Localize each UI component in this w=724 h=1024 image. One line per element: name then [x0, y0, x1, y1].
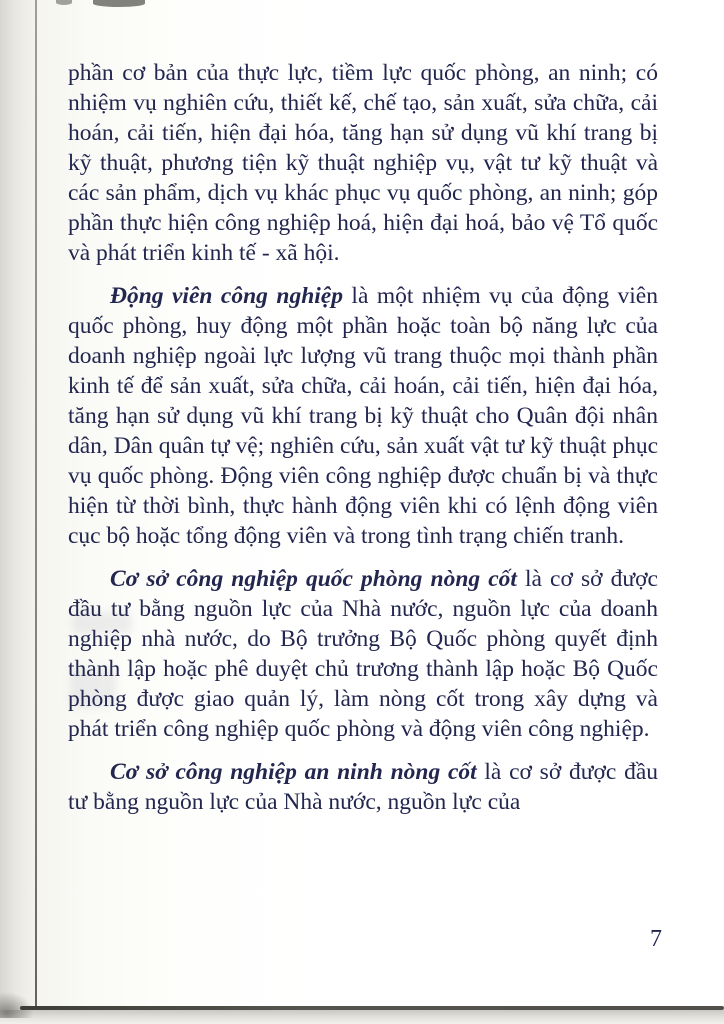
paragraph-dong-vien-cong-nghiep	[68, 281, 658, 551]
paragraph-co-so-cnqp-nong-cot	[68, 564, 658, 744]
body-text: là một nhiệm vụ của động viên quốc phòng, huy động một phần hoặc toàn bộ năng lực của doanh nghiệp ngoài lực lượng vũ trang thuộc mọi thành phần kinh tế để sản xuất, sửa chữa, cải hoán, cải tiến, hiện đại hóa, tăng hạn sử dụng vũ khí trang bị kỹ thuật cho Quân đội nhân dân, Dân quân tự vệ; nghiên cứu, sản xuất vật tư kỹ thuật phục vụ quốc phòng. Động viên công nghiệp được chuẩn bị và thực hiện từ thời bình, thực hành động viên khi có lệnh động viên cục bộ hoặc tổng động viên và trong tình trạng chiến tranh.	[68, 283, 658, 549]
scan-left-edge-shade	[0, 0, 36, 1024]
scan-artifact-smudge	[56, 0, 72, 5]
term-co-so-cong-nghiep-quoc-phong-nong-cot: Cơ sở công nghiệp quốc phòng nòng cốt	[110, 566, 517, 592]
page-text	[68, 58, 658, 830]
body-text: là cơ sở được đầu tư bằng nguồn lực của Nhà nước, nguồn lực của doanh nghiệp nhà nước, do Bộ trưởng Bộ Quốc phòng quyết định thành lập hoặc phê duyệt chủ trương thành lập hoặc Bộ Quốc phòng được giao quản lý, làm nòng cốt trong xây dựng và phát triển công nghiệp quốc phòng và động viên công nghiệp.	[68, 566, 658, 742]
scan-corner-blot	[0, 992, 34, 1018]
scan-bottom-shade	[0, 1010, 724, 1024]
body-text: phần cơ bản của thực lực, tiềm lực quốc phòng, an ninh; có nhiệm vụ nghiên cứu, thiết kế, chế tạo, sản xuất, sửa chữa, cải hoán, cải tiến, hiện đại hóa, tăng hạn sử dụng vũ khí trang bị kỹ thuật, phương tiện kỹ thuật nghiệp vụ, vật tư kỹ thuật và các sản phẩm, dịch vụ khác phục vụ quốc phòng, an ninh; góp phần thực hiện công nghiệp hoá, hiện đại hoá, bảo vệ Tổ quốc và phát triển kinh tế - xã hội.	[68, 60, 658, 266]
term-co-so-cong-nghiep-an-ninh-nong-cot: Cơ sở công nghiệp an ninh nòng cốt	[110, 759, 477, 785]
scan-left-edge-line	[35, 0, 37, 1010]
paragraph-continuation	[68, 58, 658, 268]
page-number: 7	[650, 926, 662, 952]
body-text: là cơ sở được đầu tư bằng nguồn lực của Nhà nước, nguồn lực của	[68, 759, 658, 815]
paragraph-co-so-cnan-nong-cot	[68, 757, 658, 817]
term-dong-vien-cong-nghiep: Động viên công nghiệp	[110, 283, 343, 309]
scan-artifact-smudge	[93, 0, 145, 7]
